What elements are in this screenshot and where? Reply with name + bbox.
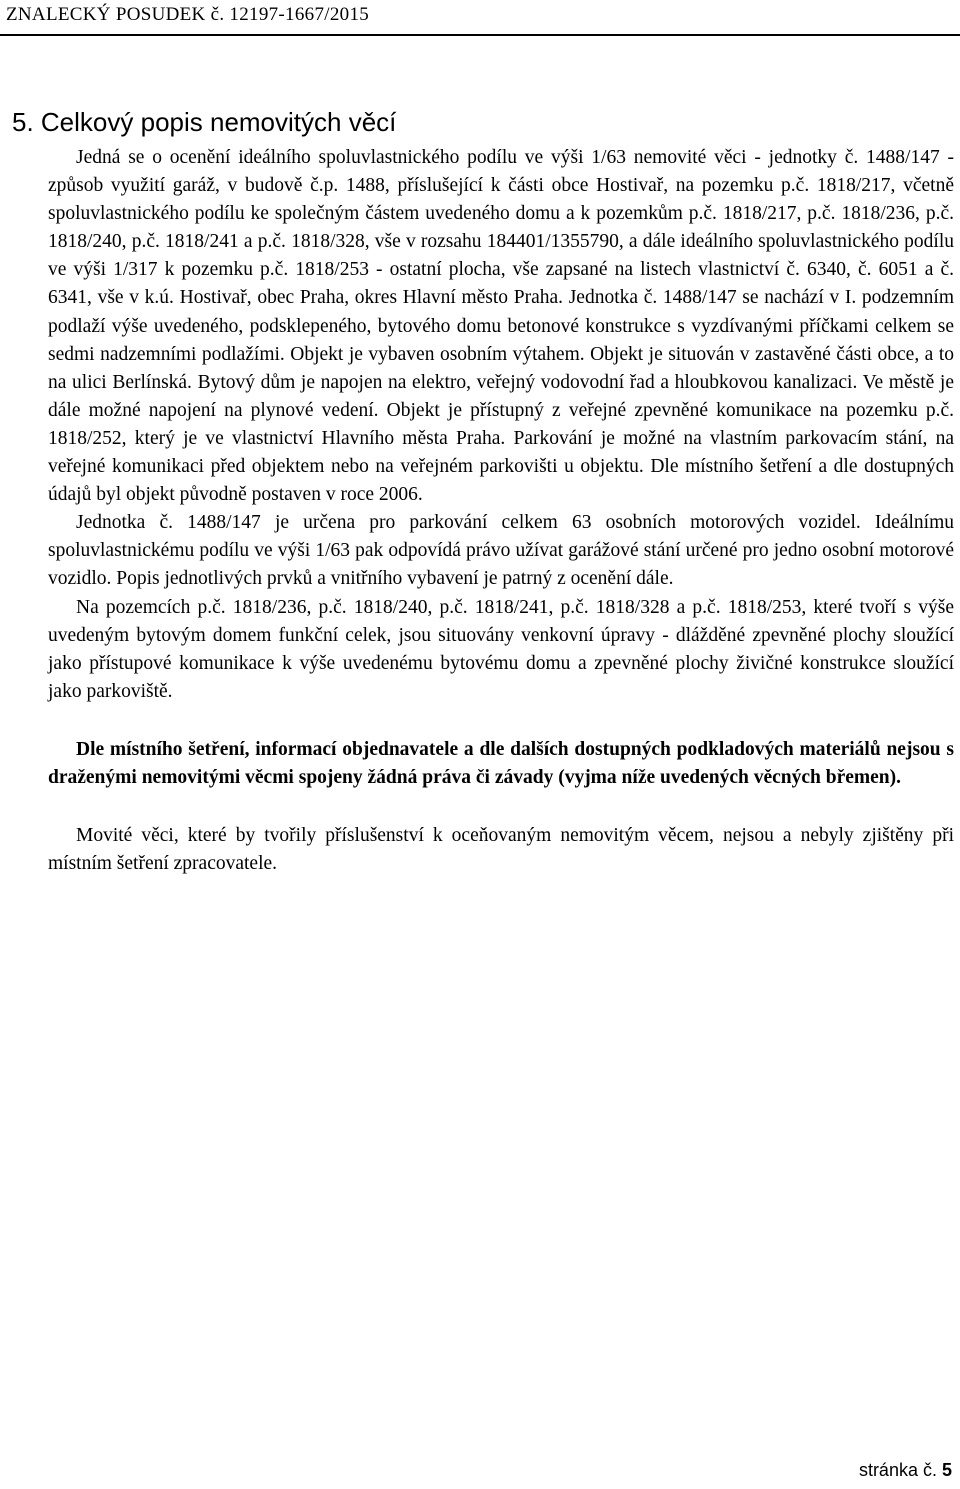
paragraph-movable-assets: Movité věci, které by tvořily příslušenství k oceňovaným nemovitým věcem, nejsou a nebyly zjištěny při místním šetření zpracovatele. xyxy=(48,825,954,875)
header-divider xyxy=(0,34,960,36)
document-header: ZNALECKÝ POSUDEK č. 12197-1667/2015 xyxy=(6,4,370,25)
page-footer xyxy=(859,1459,952,1481)
paragraph-rights-and-defects: Dle místního šetření, informací objednavatele a dle dalších dostupných podkladových materiálů nejsou s draženými nemovitými věcmi spojeny žádná práva či závady (vyjma níže uvedených věcných břemen). xyxy=(48,738,954,788)
paragraph-property-description: Jedná se o ocenění ideálního spoluvlastnického podílu ve výši 1/63 nemovité věci - jednotky č. 1488/147 - způsob využití garáž, v budově č.p. 1488, příslušející k části obce Hostivař, na pozemku p.č. 1818/217, včetně spoluvlastnického podílu ke společným částem uvedeného domu a k pozemkům p.č. 1818/217, p.č. 1818/236, p.č. 1818/240, p.č. 1818/241 a p.č. 1818/328, vše v rozsahu 184401/1355790, a dále ideálního spoluvlastnického podílu ve výši 1/317 k pozemku p.č. 1818/253 - ostatní plocha, vše zapsané na listech vlastnictví č. 6340, č. 6051 a č. 6341, vše v k.ú. Hostivař, obec Praha, okres Hlavní město Praha. Jednotka č. 1488/147 se nachází v I. podzemním podlaží výše uvedeného, podsklepeného, bytového domu betonové konstrukce s vyzdívanými příčkami celkem se sedmi nadzemními podlažími. Objekt je vybaven osobním výtahem. Objekt je situován v zastavěné části obce, a to na ulici Berlínská. Bytový dům je napojen na elektro, veřejný vodovodní řad a hloubkovou kanalizaci. Ve městě je dále možné napojení na plynové vedení. Objekt je přístupný z veřejné zpevněné komunikace na pozemku p.č. 1818/252, který je ve vlastnictví Hlavního města Praha. Parkování je možné na vlastním parkovacím stání, na veřejné komunikaci před objektem nebo na veřejném parkovišti u objektu. Dle místního šetření a dle dostupných údajů byl objekt původně postaven v roce 2006. xyxy=(48,147,954,506)
section-heading: 5. Celkový popis nemovitých věcí xyxy=(12,107,397,137)
paragraph-land-plots: Na pozemcích p.č. 1818/236, p.č. 1818/240, p.č. 1818/241, p.č. 1818/328 a p.č. 1818/253, které tvoří s výše uvedeným bytovým domem funkční celek, jsou situovány venkovní úpravy - dlážděné zpevněné plochy sloužící jako přístupové komunikace k výše uvedenému bytovému domu a zpevněné plochy živičné konstrukce sloužící jako parkoviště. xyxy=(48,596,954,702)
document-body xyxy=(48,144,954,878)
paragraph-unit-purpose: Jednotka č. 1488/147 je určena pro parkování celkem 63 osobních motorových vozidel. Ideálnímu spoluvlastnickému podílu ve výši 1/63 pak odpovídá právo užívat garážové stání určené pro jedno osobní motorové vozidlo. Popis jednotlivých prvků a vnitřního vybavení je patrný z ocenění dále. xyxy=(48,512,954,590)
page-number: 5 xyxy=(941,1460,952,1480)
page-label: stránka č. xyxy=(858,1460,937,1480)
